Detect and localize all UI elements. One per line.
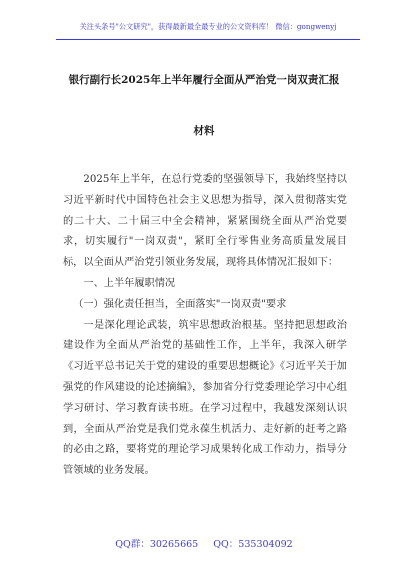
footer-qq: QQ：535304092	[213, 539, 293, 550]
header-divider	[56, 39, 360, 40]
section-heading: 一、上半年履职情况	[83, 277, 176, 289]
document-title-continued: 材料	[193, 125, 215, 137]
footer-contact	[0, 536, 408, 550]
sub-heading: （一）强化责任担当，全面落实"一岗双责"要求	[73, 298, 287, 310]
intro-paragraph: 2025年上半年，在总行党委的坚强领导下，我始终坚持以习近平新时代中国特色社会主义思想为指导，深入贯彻落实党的二十大、二十届三中全会精神，紧紧围绕全面从严治党要求，切实履行"一岗双责"，紧盯全行零售业务高质量发展目标，以全面从严治党引领业务发展，现将具体情况汇报如下：	[63, 174, 347, 269]
body-paragraph: 一是深化理论武装，筑牢思想政治根基。坚持把思想政治建设作为全面从严治党的基础性工作，上半年，我深入研学《习近平总书记关于党的建设的重要思想概论》《习近平关于加强党的作风建设的论述摘编》，参加省分行党委理论学习中心组学习研讨、学习教育读书班。在学习过程中，我越发深刻认识到，全面从严治党是我们党永葆生机活力、走好新的赶考之路的必由之路，要将党的理论学习成果转化成工作动力，指导分管领域的业务发展。	[63, 319, 347, 477]
footer-qq-group: QQ群：30265665	[115, 539, 199, 550]
document-body	[63, 170, 347, 482]
document-title: 银行副行长2025年上半年履行全面从严治党一岗双责汇报	[68, 74, 340, 86]
header-banner: 关注头条号"公文研究"，获得最新最全最专业的公文资料库！ 微信：gongwenyj	[79, 22, 337, 31]
